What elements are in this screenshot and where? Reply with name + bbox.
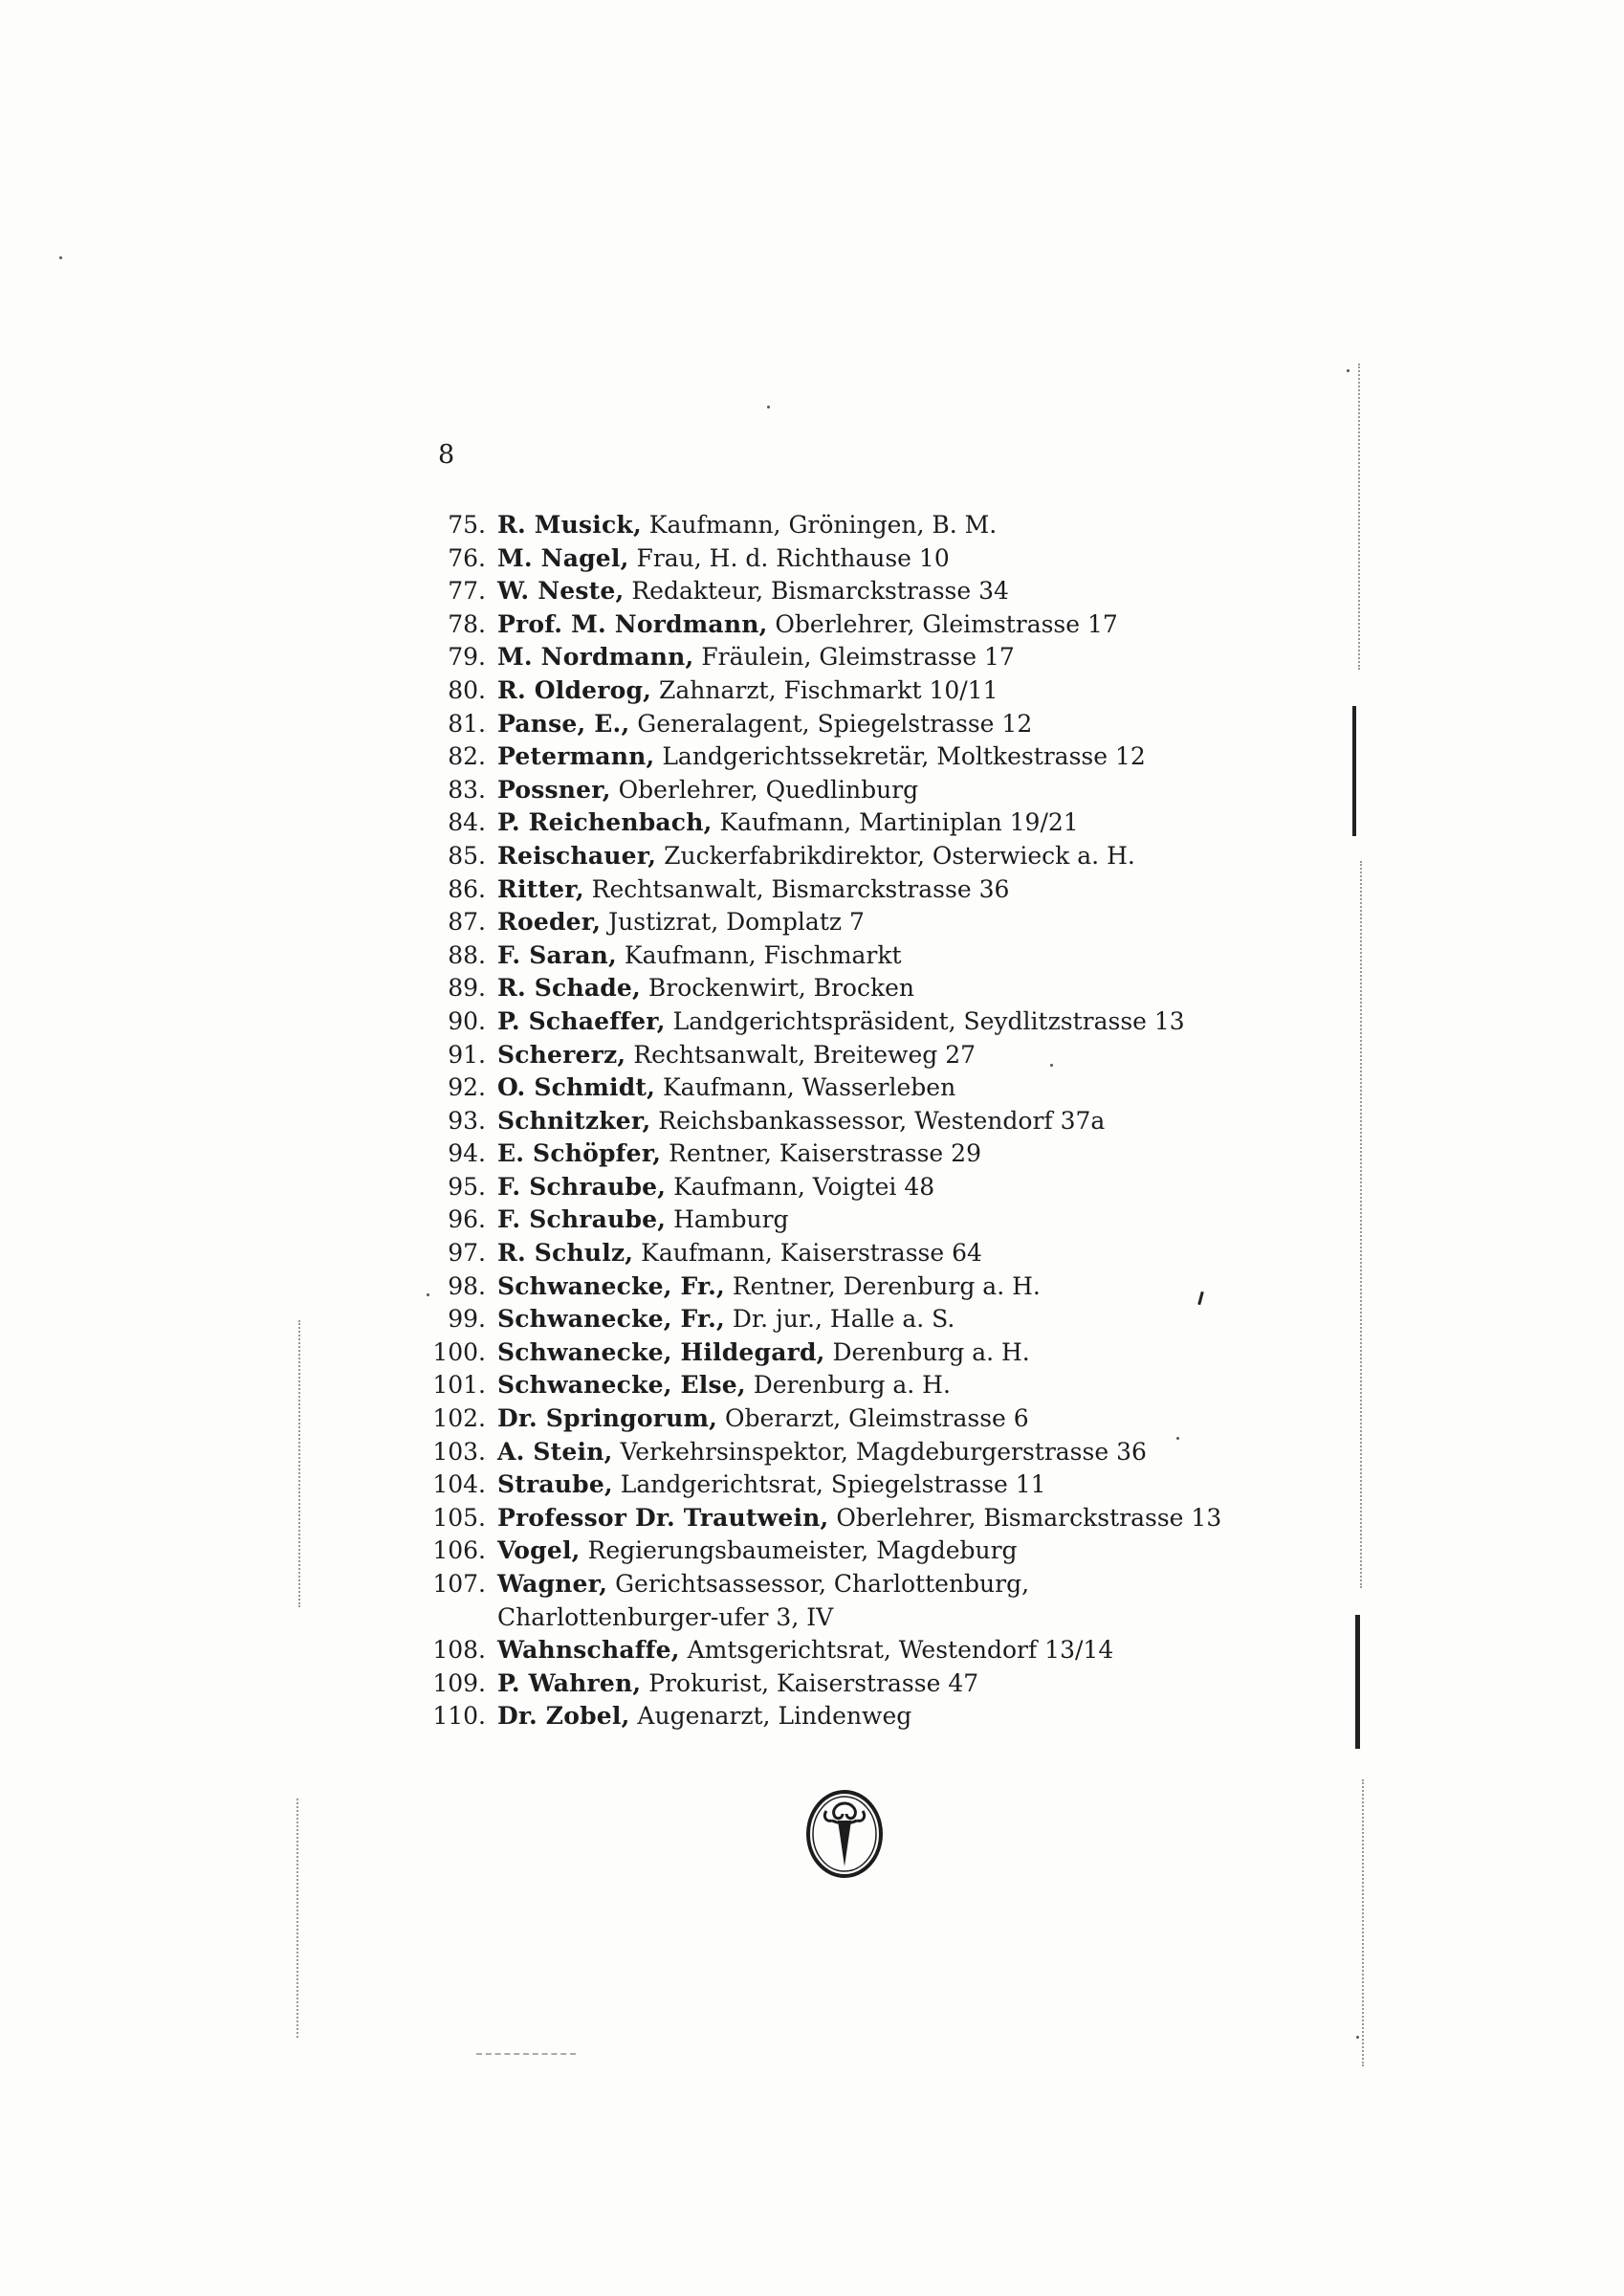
entry-number: 81. [448,709,486,738]
list-item [411,542,1253,576]
entry-name: F. Schraube, [497,1172,667,1201]
entry-name: P. Reichenbach, [497,808,713,837]
scan-artifact-line [476,2053,576,2055]
entry-details: Rechtsanwalt, Bismarckstrasse 36 [583,874,1010,903]
entry-number: 90. [448,1006,486,1035]
scan-artifact-line [1362,1779,1364,2066]
list-item [411,906,1253,939]
entry-text [497,1568,1253,1634]
entry-number: 105. [432,1503,486,1532]
entry-name: R. Olderog, [497,675,652,704]
list-item [411,840,1253,873]
entry-details: Derenburg a. H. [745,1371,951,1400]
list-item [411,1468,1253,1502]
entry-text [497,972,1253,1005]
list-item [411,1534,1253,1568]
list-item [411,740,1253,774]
entry-details: Kaufmann, Fischmarkt [616,940,902,969]
list-item [411,1667,1253,1701]
entry-name: Schnitzker, [497,1106,651,1135]
entry-text [497,1039,1253,1072]
entry-text [497,1237,1253,1270]
entry-text [497,1402,1253,1436]
entry-name: Schwanecke, Fr., [497,1305,725,1334]
entry-text [497,1203,1253,1237]
entry-name: R. Schulz, [497,1239,634,1268]
entry-name: Wahnschaffe, [497,1636,680,1665]
entry-name: Schererz, [497,1040,626,1069]
entry-number: 93. [448,1106,486,1135]
scan-artifact-line [298,1320,300,1607]
entry-number: 82. [448,742,486,771]
entry-text [497,740,1253,774]
entry-number: 92. [448,1073,486,1102]
entry-details: Kaufmann, Martiniplan 19/21 [712,808,1079,837]
entry-name: F. Schraube, [497,1205,667,1234]
scan-artifact-line [1360,861,1362,1588]
entry-text [497,1071,1253,1105]
entry-details: Prokurist, Kaiserstrasse 47 [641,1668,979,1697]
entry-text [497,641,1253,674]
entry-name: Panse, E., [497,709,630,738]
entry-details: Gerichtsassessor, Charlottenburg, Charlottenburger-ufer 3, IV [497,1570,1030,1631]
list-item [411,1005,1253,1039]
entry-details: Rentner, Derenburg a. H. [724,1271,1041,1300]
entry-number: 104. [432,1470,486,1499]
entry-name: E. Schöpfer, [497,1139,662,1168]
entry-details: Amtsgerichtsrat, Westendorf 13/14 [679,1636,1114,1665]
speck [767,406,770,408]
entry-name: Ritter, [497,874,584,903]
entry-text [497,542,1253,576]
entry-name: Schwanecke, Fr., [497,1271,725,1300]
entry-name: Professor Dr. Trautwein, [497,1503,829,1532]
entry-name: O. Schmidt, [497,1073,656,1102]
entry-details: Oberlehrer, Bismarckstrasse 13 [828,1503,1222,1532]
entry-name: R. Schade, [497,974,641,1003]
entry-number: 86. [448,874,486,903]
entry-number: 94. [448,1139,486,1168]
entry-details: Oberlehrer, Quedlinburg [610,775,919,804]
entry-text [497,1534,1253,1568]
list-item [411,806,1253,840]
entry-text [497,509,1253,542]
entry-number: 84. [448,808,486,837]
list-item [411,1700,1253,1733]
entry-number: 91. [448,1040,486,1069]
entry-details: Oberarzt, Gleimstrasse 6 [717,1404,1029,1433]
entry-text [497,1502,1253,1535]
list-item [411,1303,1253,1336]
entry-number: 88. [448,940,486,969]
list-item [411,1369,1253,1402]
entry-details: Generalagent, Spiegelstrasse 12 [629,709,1033,738]
entry-name: Wagner, [497,1570,608,1598]
list-item [411,1336,1253,1370]
list-item [411,774,1253,807]
entry-details: Reichsbankassessor, Westendorf 37a [650,1106,1106,1135]
entry-details: Augenarzt, Lindenweg [629,1702,912,1731]
page-number: 8 [438,440,455,470]
entry-details: Oberlehrer, Gleimstrasse 17 [767,609,1118,638]
entry-name: Straube, [497,1470,613,1499]
list-item [411,1039,1253,1072]
printers-mark-icon [803,1782,886,1882]
entry-name: R. Musick, [497,511,642,539]
list-item [411,1634,1253,1667]
entry-name: Schwanecke, Hildegard, [497,1337,825,1366]
entry-number: 110. [432,1702,486,1731]
entry-number: 77. [448,577,486,606]
list-item [411,1568,1253,1634]
list-item [411,1071,1253,1105]
list-item [411,1171,1253,1204]
list-item [411,939,1253,973]
entry-name: A. Stein, [497,1437,613,1466]
entry-details: Rechtsanwalt, Breiteweg 27 [625,1040,977,1069]
entry-text [497,608,1253,642]
entry-text [497,1369,1253,1402]
entry-details: Justizrat, Domplatz 7 [601,908,865,937]
list-item [411,708,1253,741]
entry-details: Landgerichtspräsident, Seydlitzstrasse 13 [665,1006,1185,1035]
speck [1347,369,1350,372]
entry-text [497,674,1253,708]
entry-text [497,1468,1253,1502]
entry-details: Fräulein, Gleimstrasse 17 [693,643,1015,672]
entry-number: 107. [432,1570,486,1598]
entry-name: M. Nagel, [497,543,629,572]
speck [1176,1437,1179,1440]
entry-details: Kaufmann, Kaiserstrasse 64 [633,1239,982,1268]
entry-name: F. Saran, [497,940,617,969]
member-list [411,509,1253,1733]
entry-text [497,1634,1253,1667]
entry-name: P. Schaeffer, [497,1006,666,1035]
list-item [411,674,1253,708]
entry-details: Frau, H. d. Richthause 10 [628,543,950,572]
list-item [411,608,1253,642]
entry-details: Kaufmann, Wasserleben [655,1073,956,1102]
list-item [411,972,1253,1005]
entry-number: 96. [448,1205,486,1234]
list-item [411,1203,1253,1237]
entry-text [497,575,1253,608]
entry-text [497,774,1253,807]
list-item [411,641,1253,674]
entry-text [497,873,1253,907]
entry-text [497,1436,1253,1469]
entry-text [497,708,1253,741]
speck [1050,1064,1053,1067]
scan-mark [1352,706,1356,836]
speck [427,1293,429,1296]
entry-text [497,939,1253,973]
entry-details: Verkehrsinspektor, Magdeburgerstrasse 36 [612,1437,1147,1466]
entry-name: Roeder, [497,908,602,937]
entry-text [497,1667,1253,1701]
list-item [411,873,1253,907]
list-item [411,1402,1253,1436]
entry-name: Reischauer, [497,841,657,870]
entry-text [497,1303,1253,1336]
entry-number: 85. [448,841,486,870]
entry-number: 83. [448,775,486,804]
entry-name: Possner, [497,775,611,804]
entry-number: 98. [448,1271,486,1300]
entry-name: M. Nordmann, [497,643,694,672]
list-item [411,1436,1253,1469]
list-item [411,1105,1253,1138]
entry-details: Landgerichtssekretär, Moltkestrasse 12 [654,742,1146,771]
entry-number: 75. [448,511,486,539]
entry-text [497,1700,1253,1733]
scan-artifact-line [296,1799,298,2038]
list-item [411,1237,1253,1270]
entry-details: Kaufmann, Gröningen, B. M. [641,511,998,539]
entry-name: Prof. M. Nordmann, [497,609,768,638]
entry-text [497,840,1253,873]
list-item [411,575,1253,608]
entry-name: W. Neste, [497,577,625,606]
entry-number: 109. [432,1668,486,1697]
entry-number: 99. [448,1305,486,1334]
list-item [411,1270,1253,1304]
entry-details: Regierungsbaumeister, Magdeburg [580,1536,1018,1565]
entry-name: Dr. Springorum, [497,1404,718,1433]
scan-artifact-line [1358,364,1360,670]
entry-details: Derenburg a. H. [824,1337,1030,1366]
entry-text [497,806,1253,840]
entry-number: 80. [448,675,486,704]
entry-number: 79. [448,643,486,672]
entry-name: P. Wahren, [497,1668,642,1697]
entry-name: Dr. Zobel, [497,1702,630,1731]
list-item [411,509,1253,542]
entry-details: Redakteur, Bismarckstrasse 34 [624,577,1009,606]
entry-number: 76. [448,543,486,572]
entry-details: Kaufmann, Voigtei 48 [666,1172,935,1201]
entry-details: Dr. jur., Halle a. S. [724,1305,955,1334]
entry-text [497,1171,1253,1204]
entry-name: Petermann, [497,742,655,771]
list-item [411,1137,1253,1171]
entry-details: Rentner, Kaiserstrasse 29 [661,1139,981,1168]
entry-number: 100. [432,1337,486,1366]
entry-number: 102. [432,1404,486,1433]
entry-number: 108. [432,1636,486,1665]
entry-number: 87. [448,908,486,937]
entry-number: 106. [432,1536,486,1565]
speck [59,256,62,259]
entry-details: Landgerichtsrat, Spiegelstrasse 11 [612,1470,1046,1499]
list-item [411,1502,1253,1535]
entry-number: 89. [448,974,486,1003]
entry-text [497,1005,1253,1039]
entry-details: Brockenwirt, Brocken [640,974,915,1003]
entry-text [497,1137,1253,1171]
entry-number: 78. [448,609,486,638]
entry-number: 103. [432,1437,486,1466]
speck [1356,2036,1359,2039]
entry-number: 97. [448,1239,486,1268]
entry-text [497,1336,1253,1370]
entry-text [497,906,1253,939]
entry-text [497,1105,1253,1138]
entry-number: 101. [432,1371,486,1400]
entry-details: Zuckerfabrikdirektor, Osterwieck a. H. [656,841,1135,870]
scan-mark [1355,1615,1360,1749]
entry-text [497,1270,1253,1304]
entry-name: Schwanecke, Else, [497,1371,746,1400]
entry-name: Vogel, [497,1536,581,1565]
entry-details: Hamburg [666,1205,789,1234]
entry-number: 95. [448,1172,486,1201]
entry-details: Zahnarzt, Fischmarkt 10/11 [651,675,999,704]
